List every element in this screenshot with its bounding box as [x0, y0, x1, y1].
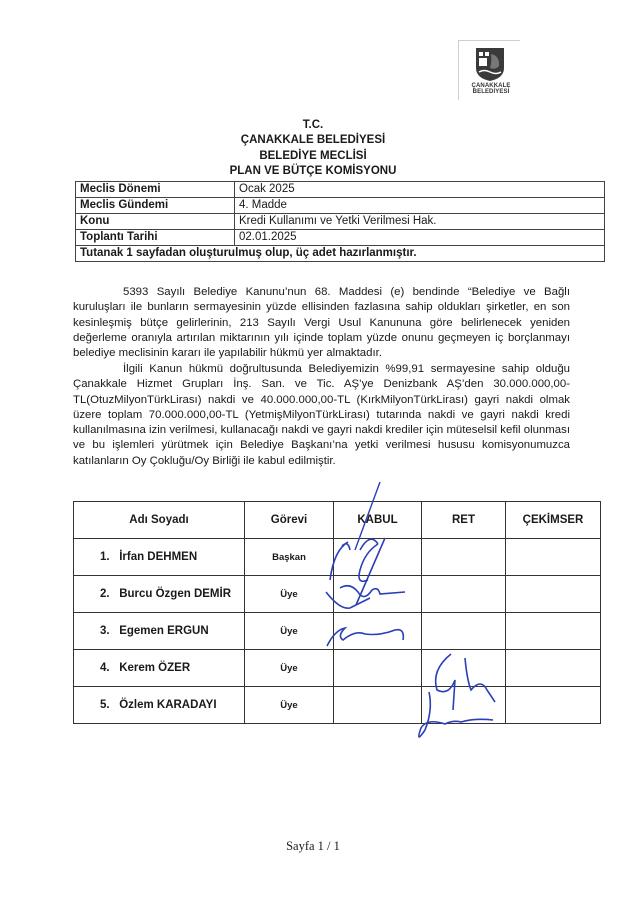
member-role: Üye	[245, 650, 334, 687]
logo-frame-top	[458, 40, 520, 41]
info-value: 4. Madde	[235, 198, 605, 214]
member-name: 3. Egemen ERGUN	[74, 613, 245, 650]
info-label: Meclis Dönemi	[76, 182, 235, 198]
table-row	[74, 650, 601, 687]
info-label: Meclis Gündemi	[76, 198, 235, 214]
info-note: Tutanak 1 sayfadan oluşturulmuş olup, üç adet hazırlanmıştır.	[76, 246, 605, 262]
member-name: 4. Kerem ÖZER	[74, 650, 245, 687]
member-name: 5. Özlem KARADAYI	[74, 687, 245, 724]
abstain-cell	[506, 576, 601, 613]
abstain-cell	[506, 613, 601, 650]
logo-text	[468, 83, 514, 95]
reject-cell	[422, 650, 506, 687]
info-row	[76, 230, 605, 246]
table-row	[74, 613, 601, 650]
accept-cell	[334, 539, 422, 576]
vote-table	[73, 501, 601, 724]
info-value: Ocak 2025	[235, 182, 605, 198]
castle-shield-icon	[474, 46, 506, 82]
member-role: Başkan	[245, 539, 334, 576]
logo-line2: BELEDİYESİ	[472, 89, 510, 95]
abstain-cell	[506, 687, 601, 724]
paragraph-law: 5393 Sayılı Belediye Kanunu’nun 68. Maddesi (e) bendinde “Belediye ve Bağlı kuruluşları ile bunların sermayesinin yüzde ellisinden fazlasına sahip oldukları şirketler, en son kesinleşmiş bütçe gelirlerinin, 213 Sayılı Vergi Usul Kanununa göre belirlenecek yeniden değerleme oranıyla artırılan miktarının yılı içinde toplam yüzde onunu geçmeyen iç borçlanmayı belediye meclisinin kararı ile yapılabilir hükmü yer almaktadır.	[73, 286, 570, 360]
paragraph-decision: İlgili Kanun hükmü doğrultusunda Belediyemizin %99,91 sermayesine sahip olduğu Çanakkale Hizmet Grupları İnş. San. ve Tic. AŞ’ye Denizbank AŞ’den 30.000.000,00-TL(OtuzMilyonTürkLirası) nakdi ve 40.000.000,00-TL (KırkMilyonTürkLirası) gayri nakdi olmak üzere toplam 70.000.000,00-TL (YetmişMilyonTürkLirası) tutarında nakdi ve gayri nakdi kredi kullanılmasına izin verilmesi, kullanacağı nakdi ve gayri nakdi krediler için müteselsil kefil olunması ve bu işlemleri yürütmek için Belediye Başkanı’na yetki verilmesi hususu komisyonumuzca katılanların Oy Çokluğu/Oy Birliği ile kabul edilmiştir.	[73, 363, 570, 467]
info-note-row	[76, 246, 605, 262]
info-row	[76, 198, 605, 214]
header-tc: T.C.	[302, 119, 324, 131]
vote-header-row	[74, 502, 601, 539]
reject-cell	[422, 539, 506, 576]
header-commission: PLAN VE BÜTÇE KOMİSYONU	[229, 165, 397, 177]
member-name: 2. Burcu Özgen DEMİR	[74, 576, 245, 613]
info-row	[76, 214, 605, 230]
member-name: 1. İrfan DEHMEN	[74, 539, 245, 576]
header-abstain: ÇEKİMSER	[506, 502, 601, 539]
header-council: BELEDİYE MECLİSİ	[259, 150, 367, 162]
info-value: Kredi Kullanımı ve Yetki Verilmesi Hak.	[235, 214, 605, 230]
info-label: Konu	[76, 214, 235, 230]
table-row	[74, 687, 601, 724]
header-role: Görevi	[245, 502, 334, 539]
info-label: Toplantı Tarihi	[76, 230, 235, 246]
reject-cell	[422, 613, 506, 650]
abstain-cell	[506, 650, 601, 687]
info-value: 02.01.2025	[235, 230, 605, 246]
accept-cell	[334, 650, 422, 687]
header-municipality: ÇANAKKALE BELEDİYESİ	[240, 134, 386, 146]
header-name: Adı Soyadı	[74, 502, 245, 539]
header-accept: KABUL	[334, 502, 422, 539]
accept-cell	[334, 576, 422, 613]
logo-frame	[458, 40, 459, 100]
member-role: Üye	[245, 613, 334, 650]
logo-line1: ÇANAKKALE	[471, 83, 511, 89]
reject-cell	[422, 687, 506, 724]
info-row	[76, 182, 605, 198]
abstain-cell	[506, 539, 601, 576]
member-role: Üye	[245, 576, 334, 613]
meeting-info-table	[75, 181, 605, 262]
accept-cell	[334, 687, 422, 724]
reject-cell	[422, 576, 506, 613]
accept-cell	[334, 613, 422, 650]
page-number: Sayfa 1 / 1	[286, 839, 340, 853]
table-row	[74, 576, 601, 613]
table-row	[74, 539, 601, 576]
header-reject: RET	[422, 502, 506, 539]
member-role: Üye	[245, 687, 334, 724]
municipality-logo	[458, 40, 520, 100]
